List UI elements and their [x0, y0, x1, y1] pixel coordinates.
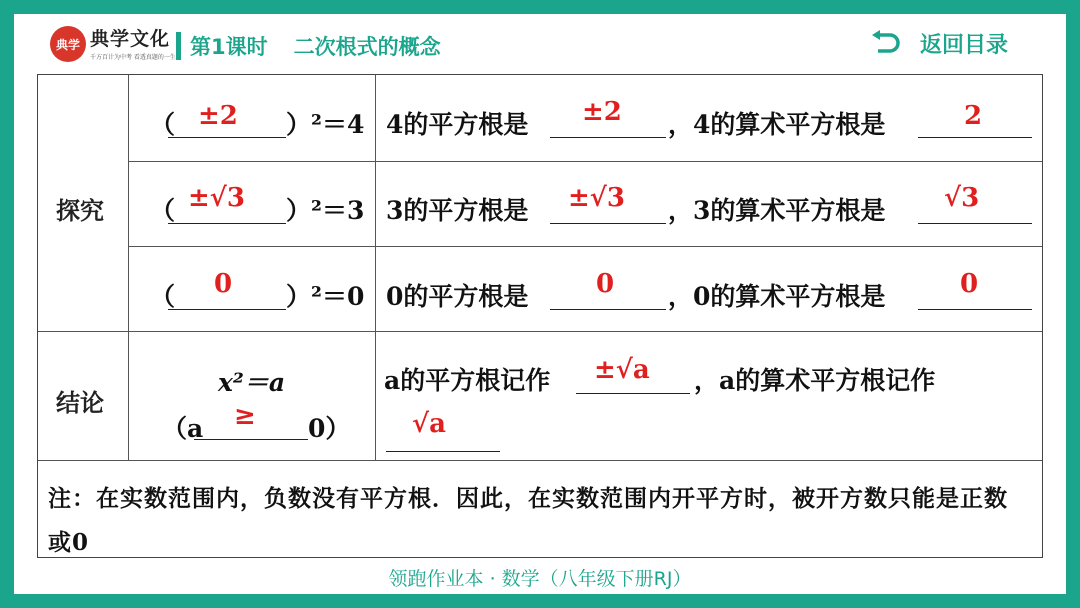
return-arrow-icon — [870, 30, 902, 56]
conclusion-label: 结论 — [56, 389, 104, 417]
paren-left: （ — [150, 282, 176, 311]
row-text: 0的平方根是 — [386, 282, 529, 311]
answer: ±√3 — [568, 183, 625, 213]
note-text: 注：在实数范围内，负数没有平方根．因此，在实数范围内开平方时，被开方数只能是正数或0 — [48, 485, 1008, 556]
row-text: ，3的算术平方根是 — [668, 196, 886, 225]
answer: ±√a — [594, 355, 650, 385]
logo-text: 典学文化 — [90, 28, 171, 50]
answer: 0 — [596, 269, 615, 299]
lesson-number: 第1课时 — [190, 35, 268, 59]
page-title — [190, 31, 441, 61]
lesson-title: 二次根式的概念 — [293, 35, 441, 59]
row-text: ，4的算术平方根是 — [668, 110, 886, 139]
concept-table — [37, 74, 1043, 558]
back-to-contents-button[interactable] — [870, 26, 1008, 60]
answer: 0 — [214, 269, 233, 299]
answer: 2 — [964, 101, 983, 131]
condition-suffix: 0） — [308, 414, 351, 443]
answer: ≥ — [234, 401, 256, 431]
row-text: 3的平方根是 — [386, 196, 529, 225]
paren-right-equation: ）²＝4 — [286, 110, 365, 139]
conclusion-text: a的平方根记作 — [384, 366, 551, 395]
back-label: 返回目录 — [920, 32, 1009, 58]
footer-book-title: 领跑作业本 · 数学（八年级下册RJ） — [388, 568, 692, 590]
slide-frame — [14, 14, 1066, 594]
row-text: ，0的算术平方根是 — [668, 282, 886, 311]
condition-prefix: （a — [162, 414, 204, 443]
answer: √a — [412, 409, 446, 439]
logo-icon: 典学 — [50, 26, 86, 62]
paren-left: （ — [150, 196, 176, 225]
answer: √3 — [944, 183, 980, 213]
answer: 0 — [960, 269, 979, 299]
paren-right-equation: ）²＝3 — [286, 196, 365, 225]
paren-left: （ — [150, 110, 176, 139]
explore-label: 探究 — [56, 197, 104, 225]
paren-right-equation: ）²＝0 — [286, 282, 365, 311]
answer: ±2 — [582, 97, 622, 127]
logo-slogan: 千方百计为中考 看透真题的一生 — [90, 54, 176, 61]
row-text: 4的平方根是 — [386, 110, 529, 139]
conclusion-text: ，a的算术平方根记作 — [694, 366, 936, 395]
answer: ±√3 — [188, 183, 245, 213]
answer: ±2 — [198, 101, 238, 131]
header — [14, 14, 1066, 72]
title-divider — [176, 32, 181, 60]
conclusion-formula: x²＝a — [218, 368, 286, 397]
